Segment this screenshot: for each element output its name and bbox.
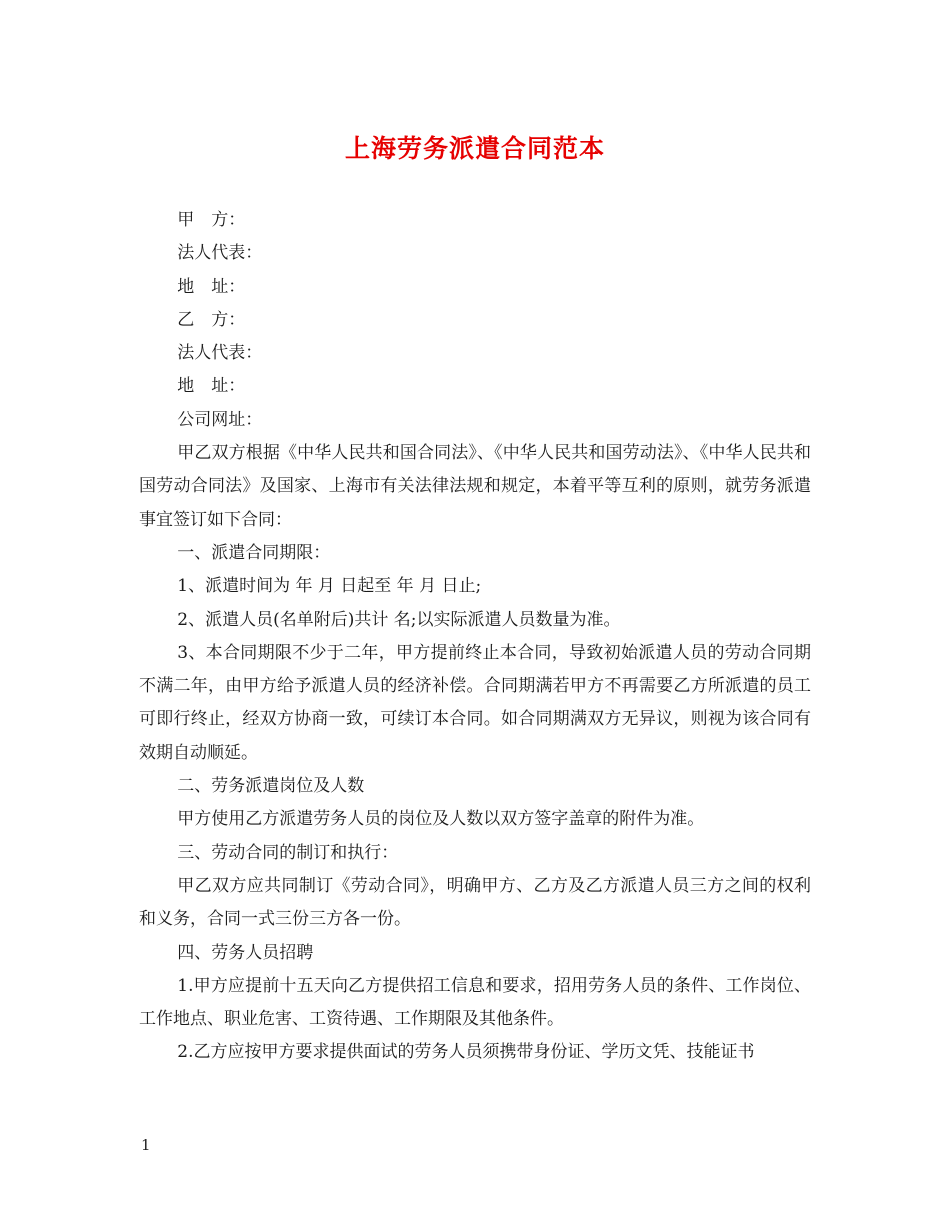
- clause-dispatch-period: 1、派遣时间为 年 月 日起至 年 月 日止;: [177, 576, 482, 597]
- clause-contract-duration: 3、本合同期限不少于二年，甲方提前终止本合同，导致初始派遣人员的劳动合同期不满二年，由甲方给予派遣人员的经济补偿。合同期满若甲方不再需要乙方所派遣的员工可即行终止，经双方协商一致，可续订本合同。如合同期满双方无异议，则视为该合同有效期自动顺延。: [139, 642, 811, 763]
- section-heading-term: 一、派遣合同期限：: [177, 542, 331, 563]
- section-heading-recruitment: 四、劳务人员招聘: [177, 942, 314, 963]
- party-a-field: 甲 方：: [177, 210, 246, 230]
- company-website-field: 公司网址：: [177, 409, 263, 430]
- document-body: [139, 204, 811, 1070]
- section-heading-labor-contract: 三、劳动合同的制订和执行：: [177, 842, 399, 863]
- preamble-paragraph: 甲乙双方根据《中华人民共和国合同法》、《中华人民共和国劳动法》、《中华人民共和国劳动合同法》及国家、上海市有关法律法规和规定，本着平等互利的原则，就劳务派遣事宜签订如下合同：: [139, 443, 811, 530]
- party-a-legal-rep-field: 法人代表：: [177, 243, 263, 264]
- party-b-field: 乙 方：: [177, 309, 246, 330]
- clause-dispatch-count: 2、派遣人员(名单附后)共计 名;以实际派遣人员数量为准。: [177, 609, 621, 630]
- clause-recruitment-info: 1.甲方应提前十五天向乙方提供招工信息和要求，招用劳务人员的条件、工作岗位、工作地点、职业危害、工资待遇、工作期限及其他条件。: [139, 975, 811, 1030]
- document-title: 上海劳务派遣合同范本: [344, 134, 605, 163]
- clause-positions: 甲方使用乙方派遣劳务人员的岗位及人数以双方签字盖章的附件为准。: [177, 809, 705, 830]
- party-b-address-field: 地 址：: [177, 376, 246, 397]
- clause-labor-contract: 甲乙双方应共同制订《劳动合同》，明确甲方、乙方及乙方派遣人员三方之间的权利和义务，合同一式三份三方各一份。: [139, 875, 811, 930]
- page-number: 1: [141, 1136, 151, 1154]
- party-b-legal-rep-field: 法人代表：: [177, 343, 263, 364]
- section-heading-positions: 二、劳务派遣岗位及人数: [177, 776, 365, 797]
- party-a-address-field: 地 址：: [177, 276, 246, 297]
- clause-interview-documents: 2.乙方应按甲方要求提供面试的劳务人员须携带身份证、学历文凭、技能证书: [177, 1042, 755, 1063]
